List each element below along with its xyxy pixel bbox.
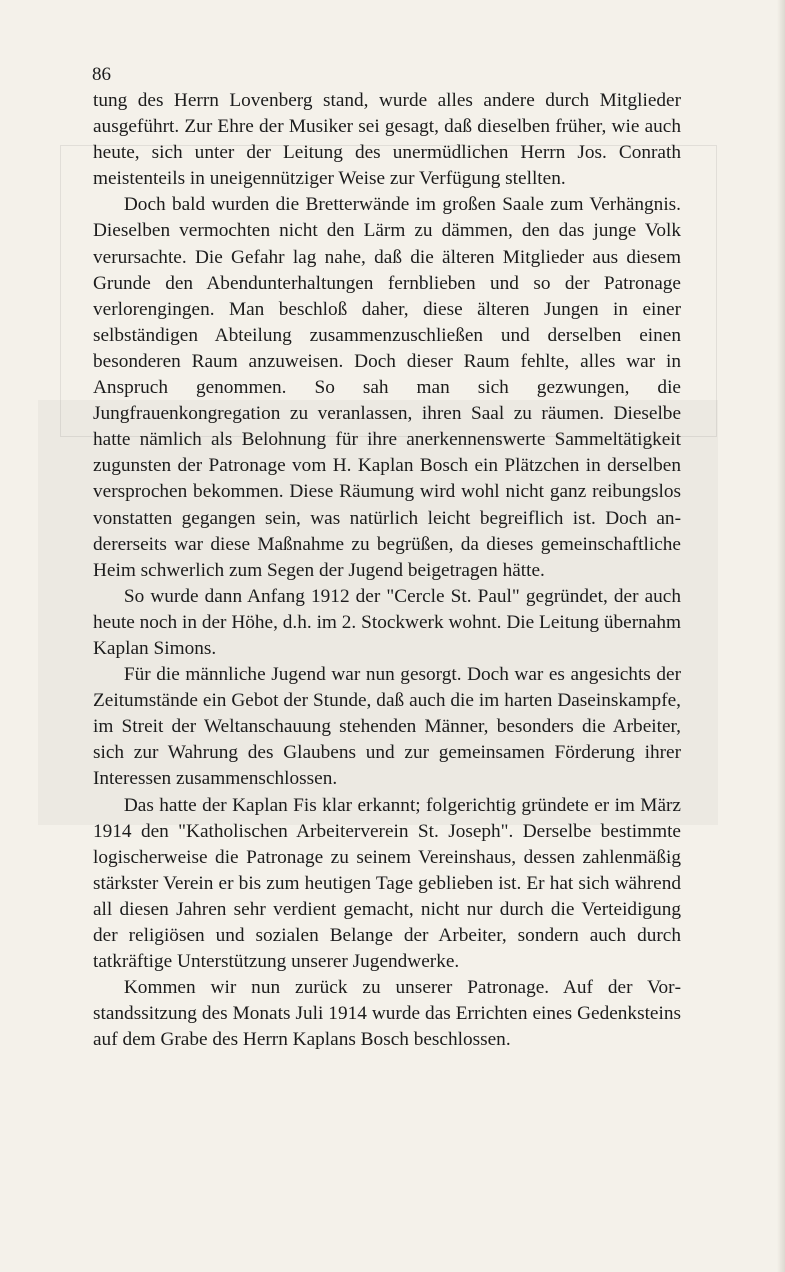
paragraph-5: Das hatte der Kaplan Fis klar erkannt; folgerichtig gründete er im März 1914 den "Katholischen Arbeiterverein St. Joseph". Derselbe bestimmte logischerweise die Patronage zu seinem Vereinshaus, dessen zahlenmäßig stärkster Verein er bis zum heutigen Tage geblieben ist. Er hat sich während all diesen Jahren sehr verdient gemacht, nicht nur durch die Verteidigung der religiösen und sozialen Belange der Arbeiter, sondern auch durch tatkräftige Unterstützung unserer Jugendwerke.: [93, 794, 681, 973]
body-text: [93, 88, 681, 1053]
paragraph-2: Doch bald wurden die Bretterwände im großen Saale zum Verhängnis. Dieselben vermochten nicht den Lärm zu dämmen, den das junge Volk verursachte. Die Gefahr lag nahe, daß die älteren Mitglieder aus diesem Grunde den Abendunterhaltungen fernblieben und so der Patronage verlorengingen. Man beschloß daher, diese älteren Jungen in einer selbständigen Abteilung zusammenzuschließen und derselben einen besonderen Raum anzuweisen. Doch dieser Raum fehlte, alles war in Anspruch genommen. So sah man sich gezwungen, die Jungfrauenkongregation zu veranlassen, ihren Saal zu räumen. Dieselbe hatte nämlich als Belohnung für ihre anerkennenswerte Sammeltätigkeit zugunsten der Patronage vom H. Kaplan Bosch ein Plätzchen in derselben versprochen bekommen. Diese Räumung wird wohl nicht ganz reibungslos vonstatten gegangen sein, was natürlich leicht begreiflich ist. Doch andererseits war diese Maßnahme zu begrüßen, da dieses gemeinschaftliche Heim schwerlich zum Segen der Jugend beigetragen hätte.: [93, 194, 681, 581]
paragraph-3: So wurde dann Anfang 1912 der "Cercle St. Paul" gegründet, der auch heute noch in der Höhe, d.h. im 2. Stockwerk wohnt. Die Leitung übernahm Kaplan Simons.: [93, 585, 681, 659]
page-number: 86: [92, 64, 111, 85]
paragraph-4: Für die männliche Jugend war nun gesorgt. Doch war es angesichts der Zeitumstände ein Gebot der Stunde, daß auch die im harten Daseinskampfe, im Streit der Weltanschauung stehenden Männer, besonders die Arbeiter, sich zur Wahrung des Glaubens und zur gemeinsamen Förderung ihrer Interessen zusammenschlossen.: [93, 664, 681, 790]
page-edge: [777, 0, 785, 1272]
paragraph-1: tung des Herrn Lovenberg stand, wurde alles andere durch Mitglieder ausgeführt. Zur Ehre der Musiker sei gesagt, daß dieselben früher, wie auch heute, sich unter der Leitung des unermüdlichen Herrn Jos. Conrath meistenteils in uneigennütziger Weise zur Verfügung stellten.: [93, 90, 681, 190]
paragraph-6: Kommen wir nun zurück zu unserer Patronage. Auf der Vorstandssitzung des Monats Juli 1914 wurde das Errichten eines Gedenksteins auf dem Grabe des Herrn Kaplans Bosch beschlossen.: [93, 977, 681, 1051]
